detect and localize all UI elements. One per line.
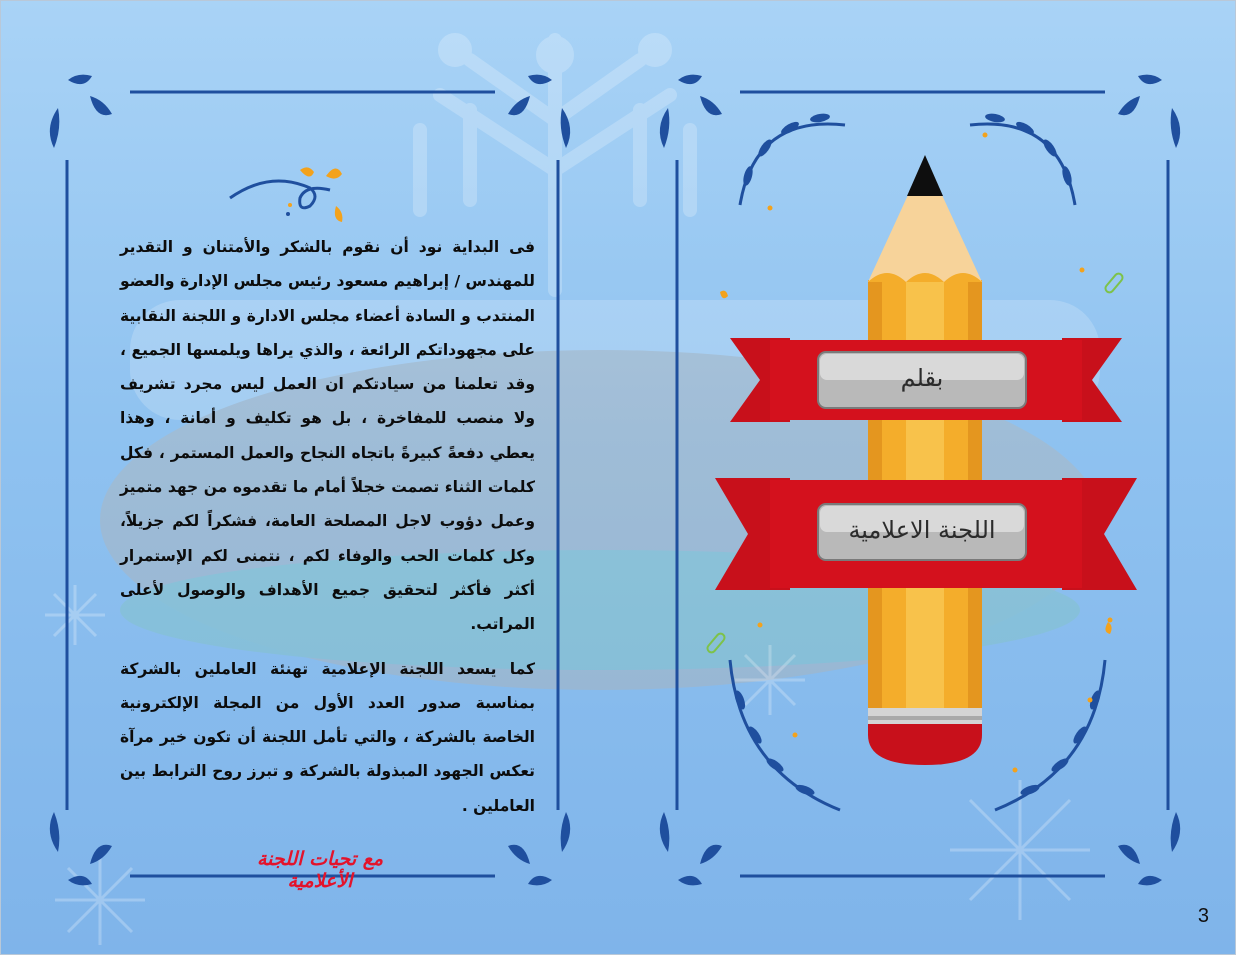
article-body bbox=[120, 230, 535, 823]
pencil-icon bbox=[868, 155, 982, 765]
ribbon-bottom-label: اللجنة الاعلامية bbox=[848, 516, 996, 544]
signature: مع تحيات اللجنة الأعلامية bbox=[256, 848, 384, 892]
laurel-wreath-top-icon bbox=[740, 112, 1075, 205]
article-paragraph-2: كما يسعد اللجنة الإعلامية تهنئة العاملين بالشركة بمناسبة صدور العدد الأول من المجلة الإلكترونية الخاصة بالشركة ، والتي تأمل اللجنة أن تكون خير مرآة تعكس الجهود المبذولة بالشركة و تبرز روح الترابط بين العاملين . bbox=[120, 659, 535, 815]
ribbon-top-label: بقلم bbox=[900, 364, 944, 392]
article-paragraph-1: فى البداية نود أن نقوم بالشكر والأمتنان و التقدير للمهندس / إبراهيم مسعود رئيس مجلس الإدارة والعضو المنتدب و السادة أعضاء مجلس الادارة و اللجنة النقابية على مجهوداتكم الرائعة ، والذي يراها ويلمسها الجميع ، وقد تعلمنا من سيادتكم ان العمل ليس مجرد تشريف ولا منصب للمفاخرة ، بل هو تكليف و أمانة ، وهذا يعطي دفعةً كبيرةً باتجاه النجاح والعمل المستمر ، فكل كلمات الثناء تصمت خجلاً أمام ما تقدموه من جهد متميز وعمل دؤوب لاجل المصلحة العامة، فشكراً لكم جزيلاً، وكل كلمات الحب والوفاء لكم ، نتمنى لكم الإستمرار أكثر فأكثر لتحقيق جميع الأهداف والوصول لأعلى المراتب. bbox=[120, 238, 535, 634]
page-number: 3 bbox=[1197, 905, 1209, 927]
swirl-ornament-icon bbox=[230, 167, 342, 222]
